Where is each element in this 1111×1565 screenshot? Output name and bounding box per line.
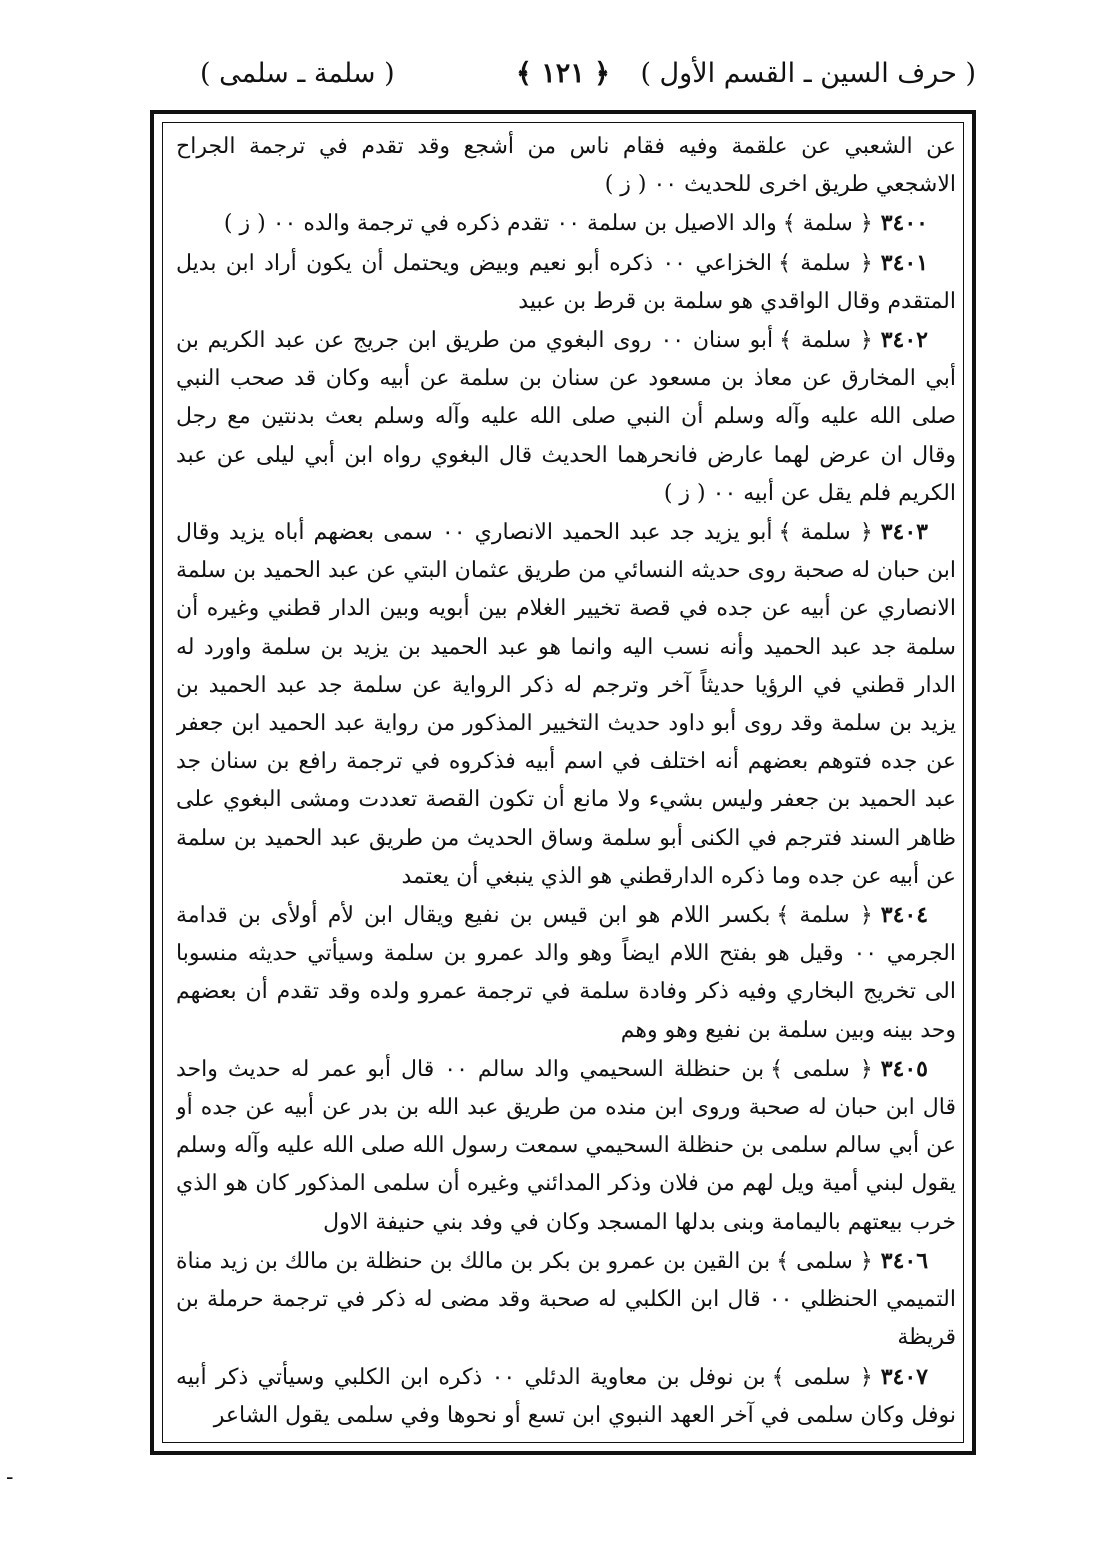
header-entry-range: ( سلمة ـ سلمى ) (200, 58, 395, 89)
page-body (176, 128, 956, 1438)
entry-name: ﴿ سلمى ﴾ (771, 1364, 873, 1390)
entry-3405 (176, 1050, 956, 1242)
entry-number: ٣٤٠٧ (880, 1363, 928, 1390)
entry-3403 (176, 513, 956, 896)
header-section-title: ( حرف السين ـ القسم الأول ) (640, 58, 976, 89)
entry-number: ٣٤٠٦ (880, 1247, 929, 1274)
entry-text: أبو سنان ٠٠ روى البغوي من طريق ابن جريج عن عبد الكريم بن أبي المخارق عن معاذ بن مسعود عن سنان بن سلمة عن أبيه وكان قد صحب النبي صلى الله عليه وآله وسلم أن النبي صلى الله عليه وآله وسلم بعث بدنتين مع رجل وقال ان عرض لهما عارض فانحرهما الحديث قال البغوي رواه ابن أبي ليلى عن عبد الكريم فلم يقل عن أبيه ٠٠ ( ز ) (176, 328, 956, 506)
entry-text: أبو يزيد جد عبد الحميد الانصاري ٠٠ سمى بعضهم أباه يزيد وقال ابن حبان له صحبة روى حديثه النسائي من طريق عثمان البتي عن عبد الحميد بن سلمة الانصاري عن أبيه عن جده في قصة تخيير الغلام بين أبويه وبين الدار قطني وغيره أن سلمة جد عبد الحميد وأنه نسب اليه وانما هو عبد الحميد بن يزيد بن سلمة واورد له الدار قطني في الرؤيا حديثاً آخر وترجم له ذكر الرواية عن سلمة جد عبد الحميد بن يزيد بن سلمة وقد روى أبو داود حديث التخيير المذكور من رواية عبد الحميد ابن جعفر عن جده فتوهم بعضهم أنه اختلف في اسم أبيه فذكروه في ترجمة رافع بن سنان جد عبد الحميد بن جعفر وليس بشيء ولا مانع أن تكون القصة تعددت ومشى البغوي على ظاهر السند فترجم في الكنى أبو سلمة وساق الحديث من طريق عبد الحميد بن سلمة عن أبيه عن جده وما ذكره الدارقطني هو الذي ينبغي أن يعتمد (176, 520, 956, 889)
entry-number: ٣٤٠٣ (880, 519, 928, 546)
entry-number: ٣٤٠٢ (880, 327, 928, 354)
margin-mark: - (6, 1465, 14, 1490)
entry-3402 (176, 321, 956, 513)
page-number: ﴿ ١٢١ ﴾ (516, 58, 610, 89)
entry-text: والد الاصيل بن سلمة ٠٠ تقدم ذكره في ترجمة والده ٠٠ ( ز ) (223, 211, 777, 237)
entry-text: الخزاعي ٠٠ ذكره أبو نعيم وبيض ويحتمل أن يكون أراد ابن بديل المتقدم وقال الواقدي هو سلمة بن قرط بن عبيد (176, 250, 956, 314)
entry-3406 (176, 1242, 956, 1358)
entry-number: ٣٤٠١ (880, 249, 929, 276)
entry-text: بكسر اللام هو ابن قيس بن نفيع ويقال ابن لأم أولأى بن قدامة الجرمي ٠٠ وقيل هو بفتح اللام ايضاً وهو والد عمرو بن سلمة وسيأتي حديثه منسوبا الى تخريج البخاري وفيه ذكر وفادة سلمة في ترجمة عمرو ولده وقد تقدم أن بعضهم وحد بينه وبين سلمة بن نفيع وهو وهم (176, 903, 956, 1043)
intro-paragraph: عن الشعبي عن علقمة وفيه فقام ناس من أشجع وقد تقدم في ترجمة الجراح الاشجعي طريق اخرى للحديث ٠٠ ( ز ) (176, 134, 956, 198)
page-header (150, 52, 976, 100)
entry-name: ﴿ سلمى ﴾ (770, 1056, 873, 1082)
entry-name: ﴿ سلمى ﴾ (776, 1248, 873, 1274)
entry-number: ٣٤٠٤ (880, 902, 929, 929)
entry-3407 (176, 1358, 956, 1435)
entry-name: ﴿ سلمة ﴾ (779, 328, 873, 354)
entry-name: ﴿ سلمة ﴾ (776, 903, 873, 929)
entry-number: ٣٤٠٥ (880, 1055, 928, 1082)
entry-3400 (176, 204, 956, 243)
entry-name: ﴿ سلمة ﴾ (778, 520, 873, 546)
entry-text: بن نوفل بن معاوية الدئلي ٠٠ ذكره ابن الكلبي وسيأتي ذكر أبيه نوفل وكان سلمى في آخر العهد النبوي ابن تسع أو نحوها وفي سلمى يقول الشاعر (176, 1364, 956, 1428)
entry-text: بن حنظلة السحيمي والد سالم ٠٠ قال أبو عمر له حديث واحد قال ابن حبان له صحبة وروى ابن منده من طريق عبد الله بن بدر عن أبيه عن جده أو عن أبي سالم سلمى بن حنظلة السحيمي سمعت رسول الله صلى الله عليه وآله وسلم يقول لبني أمية ويل لهم من فلان وذكر المدائني وغيره أن سلمى المذكور كان هو الذي خرب بيعتهم باليمامة وبنى بدلها المسجد وكان في وفد بني حنيفة الاول (176, 1056, 956, 1235)
entry-text: بن القين بن عمرو بن بكر بن مالك بن حنظلة بن مالك بن زيد مناة التميمي الحنظلي ٠٠ قال ابن الكلبي له صحبة وقد مضى له ذكر في ترجمة حرملة بن قريظة (176, 1248, 956, 1351)
entry-number: ٣٤٠٠ (880, 210, 928, 237)
entry-name: ﴿ سلمة ﴾ (778, 250, 873, 276)
entry-name: ﴿ سلمة ﴾ (782, 211, 873, 237)
entry-3401 (176, 244, 956, 321)
entry-3404 (176, 896, 956, 1050)
